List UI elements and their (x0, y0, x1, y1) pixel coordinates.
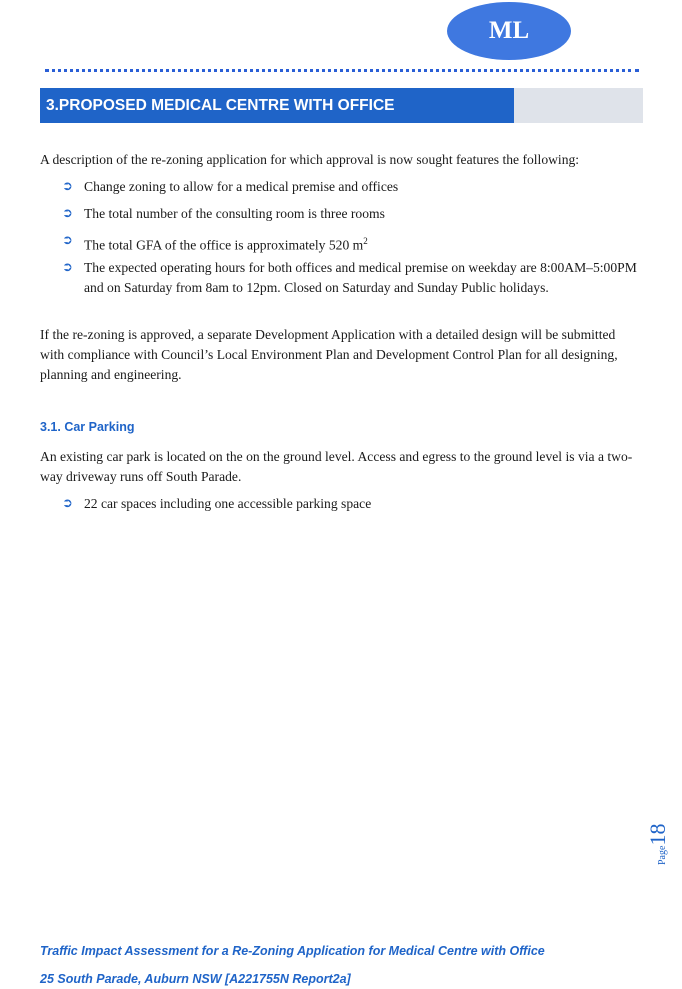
list-item-text: The expected operating hours for both offices and medical premise on weekday are 8:00AM–5:00PM and on Saturday from 8am to 12pm. Closed on Saturday and Sunday Public holidays. (84, 260, 637, 295)
page-number-value: 18 (645, 823, 670, 846)
page-label: Page (657, 845, 668, 865)
intro-paragraph: A description of the re-zoning application for which approval is now sought features the following: (40, 152, 580, 167)
arrow-bullet-icon: ➲ (62, 260, 73, 275)
section-heading-filler (514, 88, 643, 123)
subsection-title: 3.1. Car Parking (40, 420, 135, 434)
arrow-bullet-icon: ➲ (62, 233, 73, 248)
list-item (62, 204, 642, 224)
list-item-text: 22 car spaces including one accessible parking space (84, 496, 372, 511)
rezoning-paragraph: If the re-zoning is approved, a separate Development Application with a detailed design will be submitted with compliance with Council’s Local Environment Plan and Development Control Plan for all designing, planning and engineering. (40, 327, 618, 382)
list-item (62, 494, 642, 514)
car-parking-paragraph: An existing car park is located on the on the ground level. Access and egress to the ground level is via a two-way driveway runs off South Parade. (40, 449, 633, 484)
list-item-text-gfa (84, 231, 642, 256)
list-item-text: Change zoning to allow for a medical premise and offices (84, 179, 399, 194)
page-number (645, 805, 682, 865)
list-item (62, 231, 642, 256)
footer-title: Traffic Impact Assessment for a Re-Zoning Application for Medical Centre with Office (40, 944, 545, 958)
section-heading-block (40, 88, 514, 123)
list-item (62, 258, 642, 298)
gfa-text: The total GFA of the office is approximately 520 m (84, 237, 364, 253)
list-item (62, 177, 642, 197)
arrow-bullet-icon: ➲ (62, 206, 73, 221)
list-item-text: The total number of the consulting room is three rooms (84, 206, 385, 221)
company-logo (447, 2, 571, 60)
header-divider (45, 69, 639, 72)
logo-text: ML (488, 17, 530, 44)
arrow-bullet-icon: ➲ (62, 179, 73, 194)
gfa-superscript: 2 (363, 236, 368, 246)
section-title: 3.PROPOSED MEDICAL CENTRE WITH OFFICE (46, 96, 395, 114)
arrow-bullet-icon: ➲ (62, 496, 73, 511)
footer-reference: 25 South Parade, Auburn NSW [A221755N Report2a] (40, 972, 351, 986)
section-heading-bar (40, 88, 643, 123)
